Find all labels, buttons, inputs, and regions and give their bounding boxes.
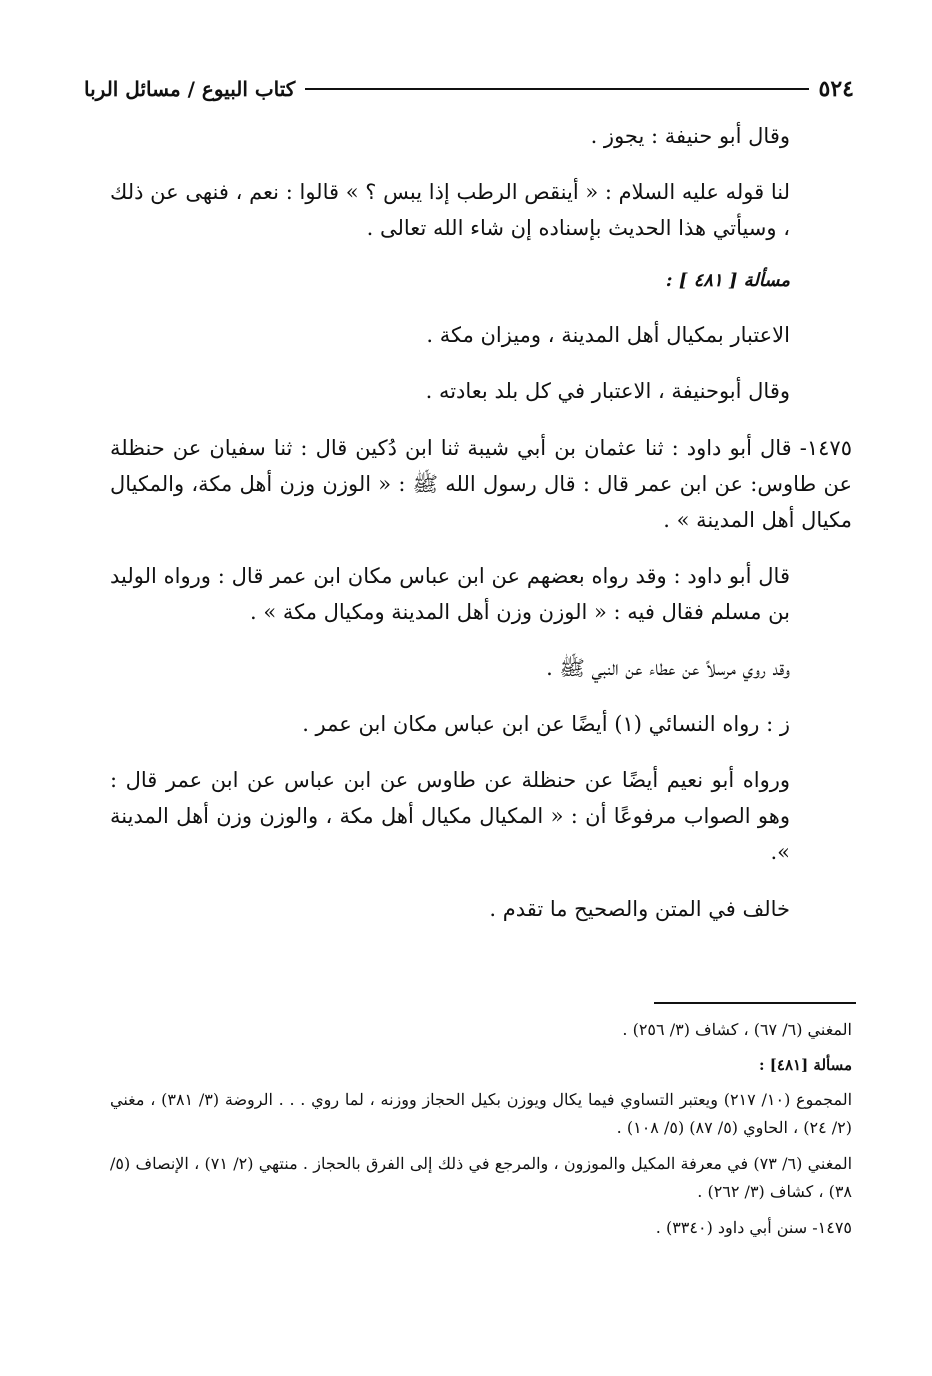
paragraph: الاعتبار بمكيال أهل المدينة ، وميزان مكة . [426, 323, 790, 348]
main-text [110, 118, 852, 947]
footnotes [110, 1016, 852, 1250]
footnote: المغني (٦/ ٦٧) ، كشاف (٣/ ٢٥٦) . [622, 1020, 852, 1039]
paragraph: قال أبو داود : وقد رواه بعضهم عن ابن عباس مكان ابن عمر قال : ورواه الوليد بن مسلم فقال فيه : « الوزن وزن أهل المدينة ومكيال مكة » . [110, 563, 790, 624]
masala-heading: مسألة [ ٤٨١ ] : [665, 270, 790, 292]
hadith-paragraph: ١٤٧٥- قال أبو داود : ثنا عثمان بن أبي شيبة ثنا ابن دُكين قال : ثنا سفيان عن حنظلة عن طاوس: عن ابن عمر قال : قال رسول الله ﷺ : « الوزن وزن أهل مكة، والمكيال مكيال أهل المدينة » . [110, 435, 852, 532]
paragraph: وقال أبوحنيفة ، الاعتبار في كل بلد بعادته . [425, 379, 790, 404]
footnote-separator [654, 1002, 856, 1004]
paragraph: ورواه أبو نعيم أيضًا عن حنظلة عن طاوس عن ابن عباس عن ابن عمر قال : وهو الصواب مرفوعًا أن : « المكيال مكيال أهل مكة ، والوزن وزن أهل المدينة ». [110, 768, 790, 865]
footnote: المغني (٦/ ٧٣) في معرفة المكيل والموزون ، والمرجع في ذلك إلى الفرق بالحجاز . منتهي (٢/ ٧١) ، الإنصاف (٥/ ٣٨) ، كشاف (٣/ ٢٦٢) . [110, 1154, 853, 1202]
paragraph: لنا قوله عليه السلام : « أينقص الرطب إذا يبس ؟ » قالوا : نعم ، فنهى عن ذلك ، وسيأتي هذا الحديث بإسناده إن شاء الله تعالى . [110, 180, 790, 241]
page-number: ٥٢٤ [818, 76, 854, 102]
running-title: كتاب البيوع / مسائل الربا [84, 77, 296, 101]
page-header [84, 72, 854, 106]
paragraph: ز : رواه النسائي (١) أيضًا عن ابن عباس مكان ابن عمر . [302, 712, 790, 737]
paragraph: وقال أبو حنيفة : يجوز . [590, 124, 790, 148]
paragraph: وقد روي مرسلاً عن عطاء عن النبي ﷺ . [546, 656, 790, 681]
footnote: ١٤٧٥- سنن أبي داود (٣٣٤٠) . [655, 1218, 852, 1238]
footnote: المجموع (١٠/ ٢١٧) ويعتبر التساوي فيما يكال ويوزن بكيل الحجاز ووزنه ، لما روي . . . الروضة (٣/ ٣٨١) ، مغني (٢/ ٢٤) ، الحاوي (٥/ ٨٧) (٥/ ١٠٨) . [110, 1090, 853, 1138]
paragraph: خالف في المتن والصحيح ما تقدم . [489, 896, 790, 921]
footnote-heading: مسألة [٤٨١] : [759, 1056, 852, 1074]
header-rule [305, 88, 808, 90]
